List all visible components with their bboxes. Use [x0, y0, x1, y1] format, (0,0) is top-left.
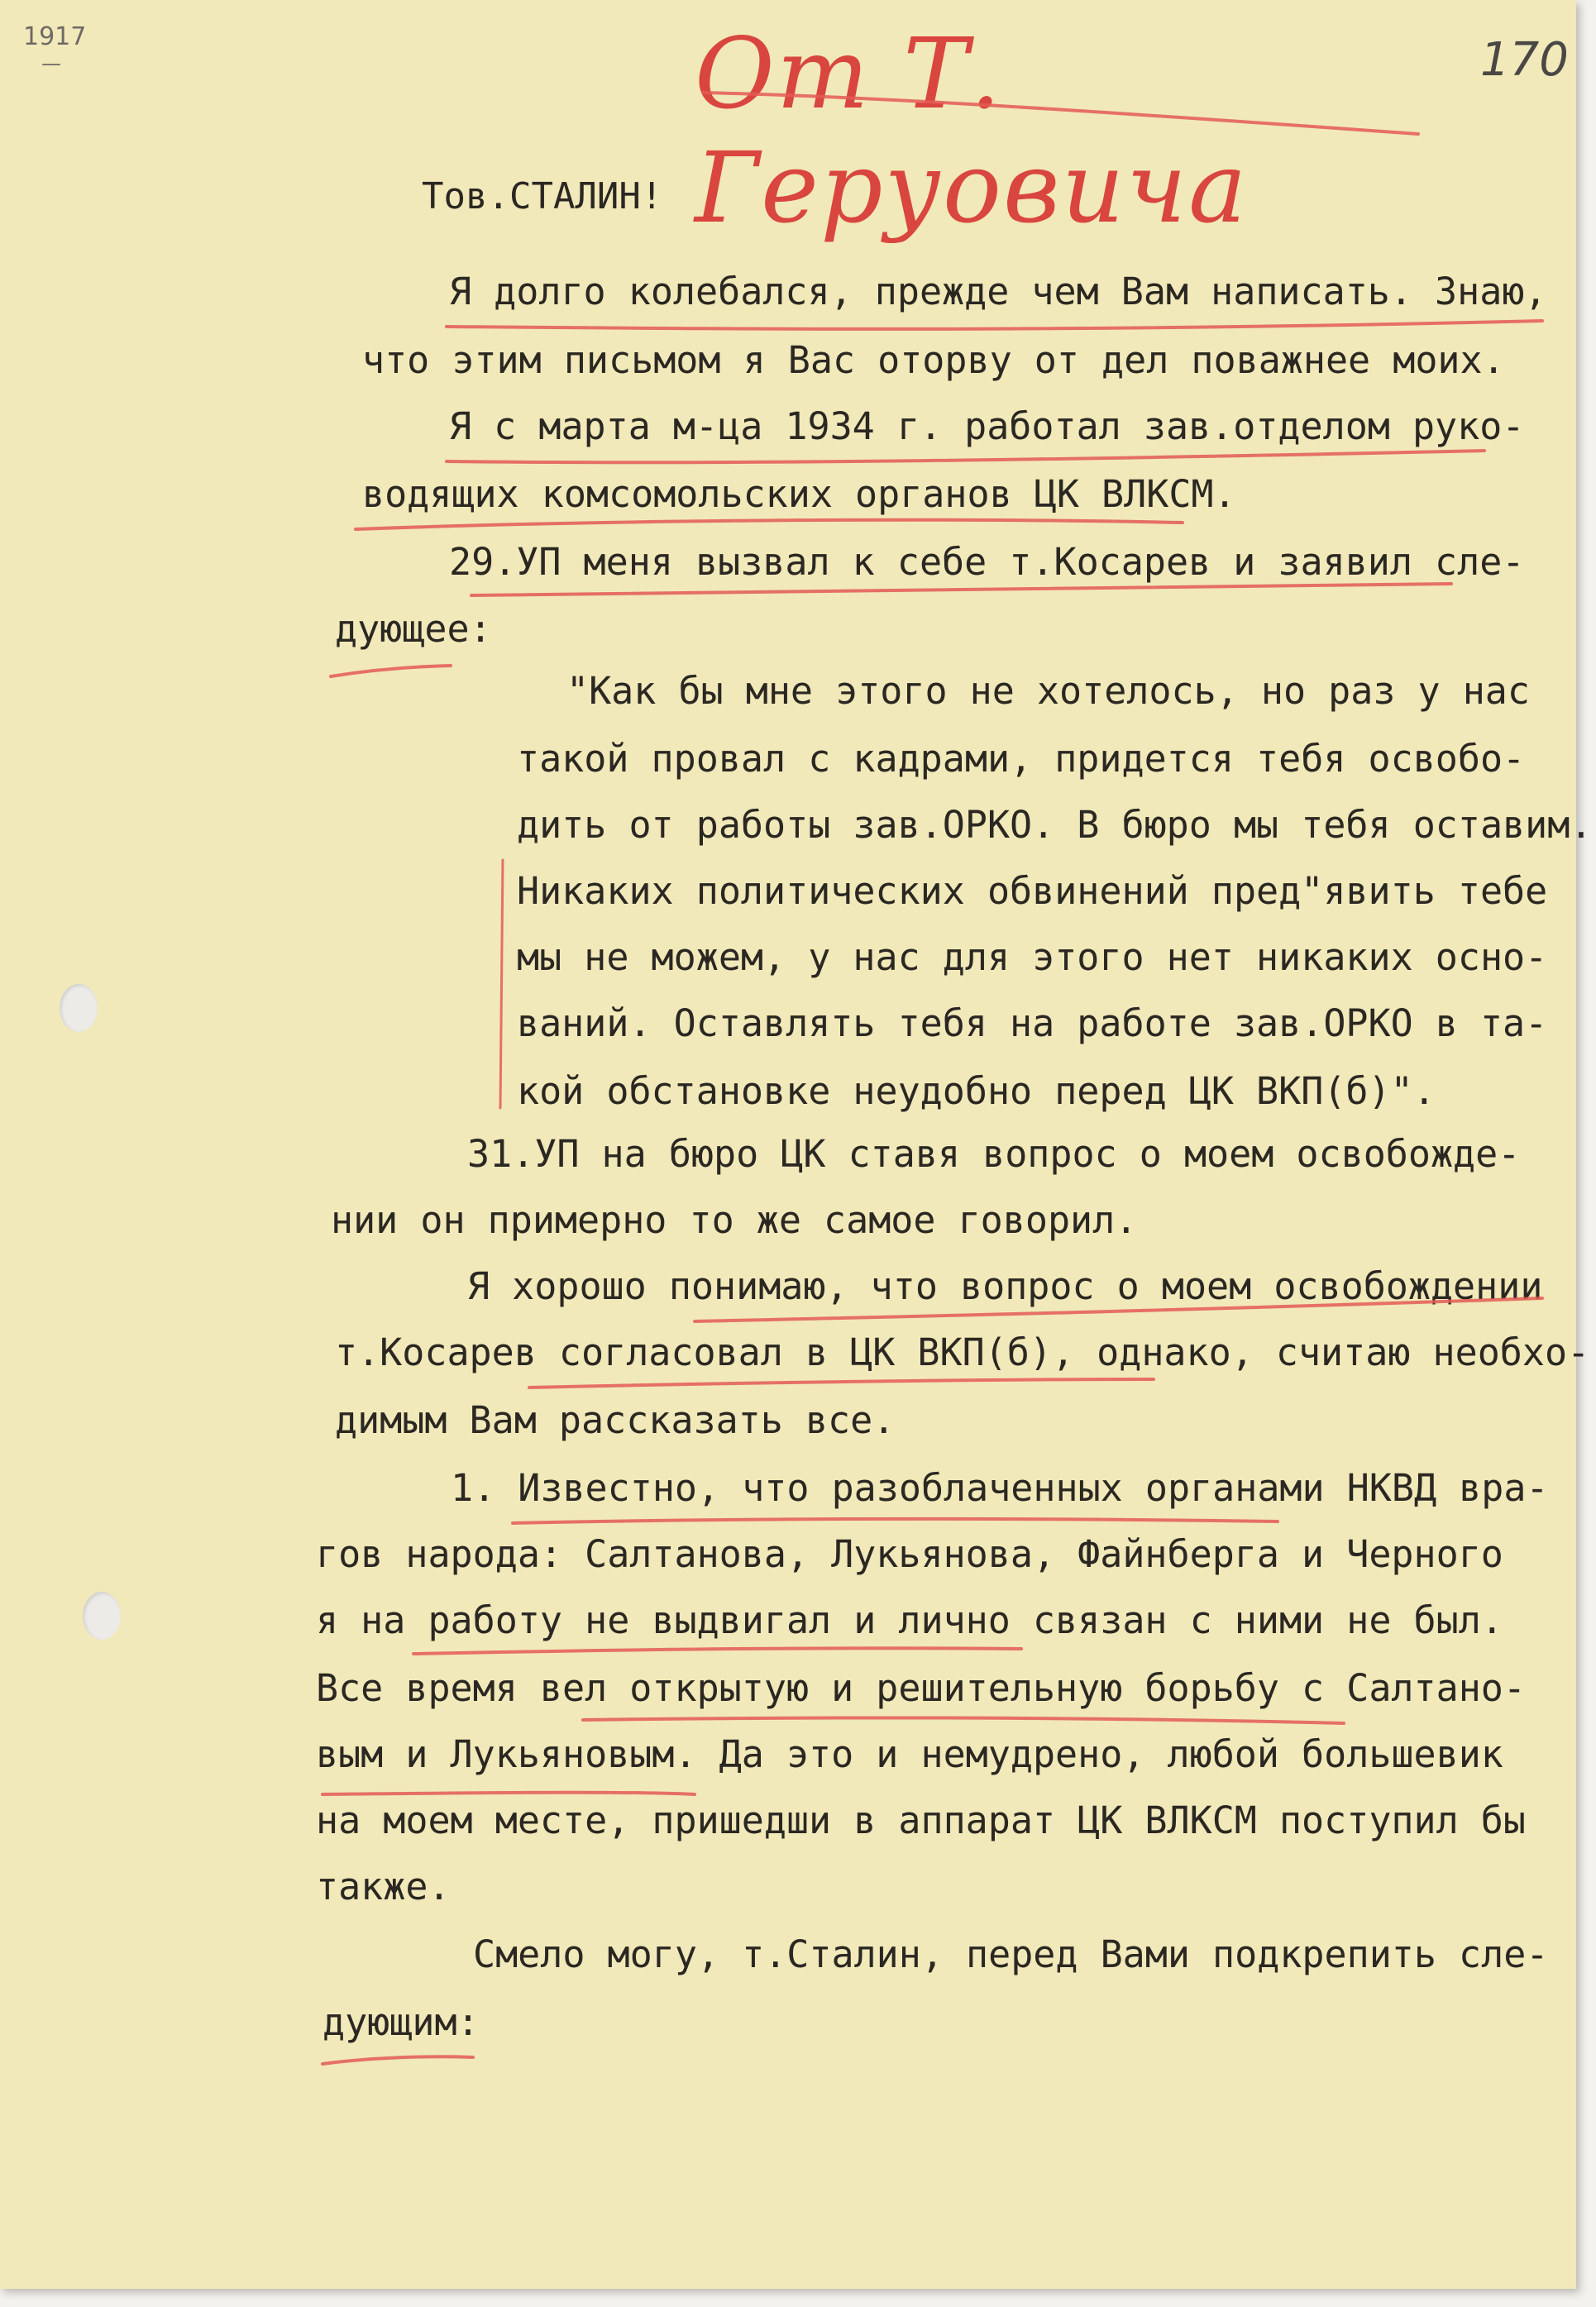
- text-line-10: т.Косарев согласовал в ЦК ВКП(б), однако, считаю необхо-: [335, 1330, 1590, 1374]
- text-line-3: Я с марта м-ца 1934 г. работал зав.отделом руко-: [449, 404, 1525, 448]
- quote-line-1: "Как бы мне этого не хотелось, но раз у нас: [566, 669, 1530, 713]
- underline-line-6: [331, 666, 451, 676]
- underline-line-14: [413, 1648, 1021, 1654]
- page-number: 170: [1480, 33, 1569, 87]
- text-line-12: 1. Известно, что разоблаченных органами НКВД вра-: [451, 1466, 1549, 1510]
- text-line-8: нии он примерно то же самое говорил.: [331, 1198, 1138, 1242]
- text-line-7: 31.УП на бюро ЦК ставя вопрос о моем освобожде-: [467, 1132, 1521, 1176]
- underline-line-9: [695, 1298, 1542, 1321]
- text-line-13: гов народа: Салтанова, Лукьянова, Файнберга и Черного: [316, 1532, 1503, 1576]
- archive-mark-dash: —: [41, 52, 61, 75]
- text-line-11: димым Вам рассказать все.: [335, 1398, 896, 1442]
- text-line-14: я на работу не выдвигал и лично связан с ними не был.: [316, 1598, 1503, 1642]
- text-line-19: Смело могу, т.Сталин, перед Вами подкрепить сле-: [473, 1932, 1549, 1976]
- quote-line-4: Никаких политических обвинений пред"явить тебе: [517, 869, 1548, 913]
- handwritten-heading: От Т. Геруовича: [695, 17, 1249, 245]
- text-line-5: 29.УП меня вызвал к себе т.Косарев и заявил сле-: [449, 540, 1525, 584]
- underline-line-20: [323, 2056, 473, 2064]
- archive-mark: 1917: [23, 22, 87, 51]
- underline-line-1: [447, 321, 1542, 329]
- underline-line-15: [583, 1717, 1344, 1723]
- salutation: Тов.СТАЛИН!: [422, 175, 663, 217]
- underline-line-3: [447, 451, 1484, 462]
- underline-line-12: [513, 1519, 1278, 1523]
- text-line-16: вым и Лукьяновым. Да это и немудрено, любой большевик: [316, 1732, 1503, 1776]
- quote-line-6: ваний. Оставлять тебя на работе зав.ОРКО в та-: [517, 1001, 1548, 1045]
- text-line-1: Я долго колебался, прежде чем Вам написать. Знаю,: [449, 270, 1547, 313]
- underline-line-10: [529, 1379, 1154, 1388]
- text-line-17: на моем месте, пришедши в аппарат ЦК ВЛКСМ поступил бы: [316, 1798, 1526, 1842]
- text-line-20: дующим:: [323, 2000, 480, 2044]
- quote-line-2: такой провал с кадрами, придется тебя освобо-: [517, 737, 1526, 781]
- quote-line-7: кой обстановке неудобно перед ЦК ВКП(б)".: [517, 1069, 1436, 1113]
- text-line-4: водящих комсомольских органов ЦК ВЛКСМ.: [362, 472, 1236, 516]
- quote-margin-bar: [500, 860, 503, 1108]
- text-line-15: Все время вел открытую и решительную борьбу с Салтано-: [316, 1666, 1526, 1710]
- heading-underline: [703, 93, 1418, 134]
- text-line-2: что этим письмом я Вас оторву от дел поважнее моих.: [362, 338, 1505, 382]
- underline-line-16: [323, 1793, 695, 1794]
- underline-line-5: [471, 584, 1451, 595]
- quote-line-5: мы не можем, у нас для этого нет никаких осно-: [517, 935, 1548, 979]
- quote-line-3: дить от работы зав.ОРКО. В бюро мы тебя оставим.: [517, 803, 1593, 847]
- underline-line-4: [356, 520, 1183, 529]
- text-line-9: Я хорошо понимаю, что вопрос о моем освобождении: [467, 1264, 1543, 1308]
- text-line-6: дующее:: [335, 607, 492, 651]
- text-line-18: также.: [316, 1865, 451, 1908]
